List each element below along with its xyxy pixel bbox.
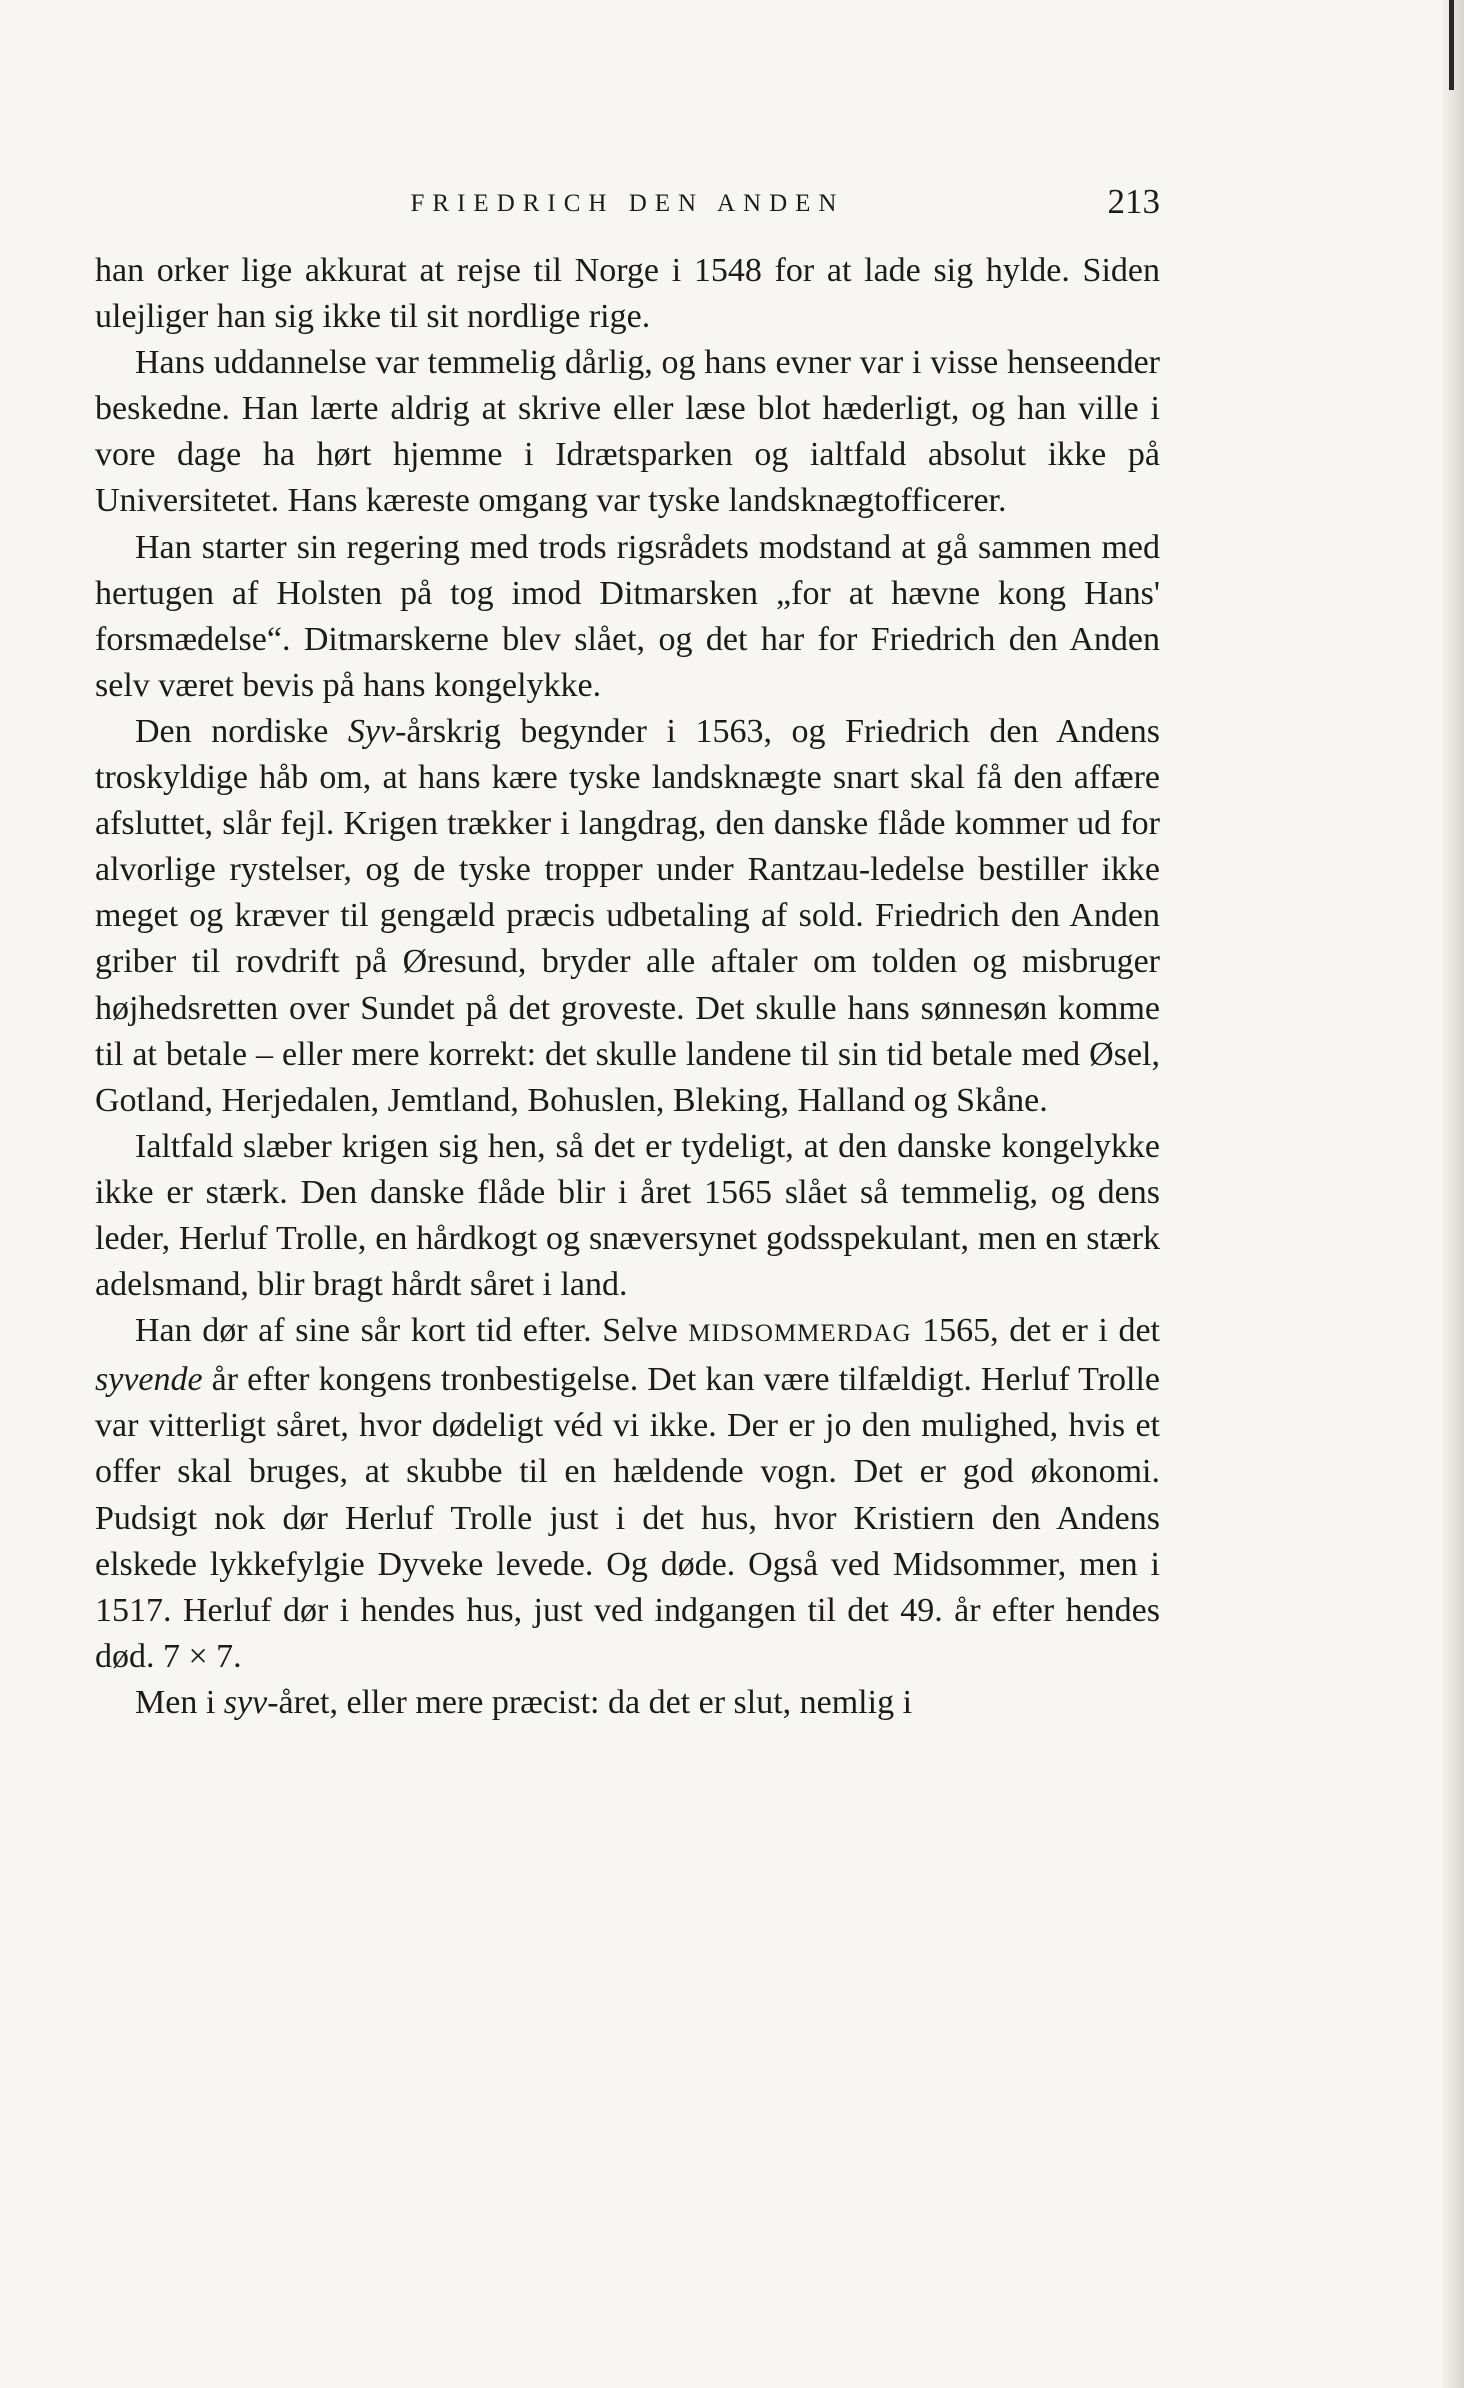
page-edge <box>1442 0 1464 2388</box>
paragraph-5: Ialtfald slæber krigen sig hen, så det er tydeligt, at den danske kongelykke ikke er stærk. Den danske flåde blir i året 1565 slået så temmelig, og dens leder, Herluf Trolle, en hårdkogt og snæversynet godsspekulant, men en stærk adelsmand, blir bragt hårdt såret i land. <box>95 1127 1160 1304</box>
page-number: 213 <box>1107 182 1160 221</box>
small-caps-word: MIDSOMMERDAG <box>688 1320 912 1348</box>
italic-word: Syv <box>347 712 396 750</box>
paragraph-7-text: Men i <box>135 1683 224 1721</box>
paragraph-4-text: Den nordiske <box>135 712 348 750</box>
paragraph-2: Hans uddannelse var temmelig dårlig, og hans evner var i visse henseender beskedne. Han lærte aldrig at skrive eller læse blot hæderligt, og han ville i vore dage ha hørt hjemme i Idrætsparken og ialtfald absolut ikke på Universitetet. Hans kæreste omgang var tyske landsknægtofficerer. <box>95 344 1160 520</box>
paragraph-6-text: år efter kongens tronbestigelse. Det kan være tilfældigt. Herluf Trolle var vitterligt såret, hvor dødeligt véd vi ikke. Der er jo den mulighed, hvis et offer skal bruges, at skubbe til en hældende vogn. Det er god økonomi. Pudsigt nok dør Herluf Trolle just i det hus, hvor Kristiern den Andens elskede lykkefylgie Dyveke levede. Og døde. Også ved Midsommer, men i 1517. Herluf dør i hendes hus, just ved indgangen til det 49. år efter hendes død. 7 × 7. <box>95 1361 1160 1675</box>
body-text <box>95 248 1160 1726</box>
paragraph-6 <box>95 1308 1160 1680</box>
italic-word: syvende <box>95 1361 203 1399</box>
paragraph-1: han orker lige akkurat at rejse til Norge i 1548 for at lade sig hylde. Siden ulejliger han sig ikke til sit nordlige rige. <box>95 252 1160 336</box>
page-header <box>95 182 1160 232</box>
paragraph-4 <box>95 709 1160 1124</box>
paragraph-6-text: 1565, det er i det <box>911 1312 1160 1350</box>
paragraph-3: Han starter sin regering med trods rigsrådets modstand at gå sammen med hertugen af Holsten på tog imod Ditmarsken „for at hævne kong Hans' forsmædelse“. Ditmarskerne blev slået, og det har for Friedrich den Anden selv været bevis på hans kongelykke. <box>95 528 1160 704</box>
paragraph-6-text: Han dør af sine sår kort tid efter. Selve <box>135 1312 689 1350</box>
paragraph-7 <box>95 1680 1160 1726</box>
binding-shadow <box>1449 0 1454 90</box>
italic-word: syv <box>223 1683 268 1721</box>
paragraph-4-text: -årskrig begynder i 1563, og Friedrich den Andens troskyldige håb om, at hans kære tyske landsknægte snart skal få den affære afsluttet, slår fejl. Krigen trækker i langdrag, den danske flåde kommer ud for alvorlige rystelser, og de tyske tropper under Rantzau-ledelse bestiller ikke meget og kræver til gengæld præcis udbetaling af sold. Friedrich den Anden griber til rovdrift på Øresund, bryder alle aftaler om tolden og misbruger højhedsretten over Sundet på det groveste. Det skulle hans sønnesøn komme til at betale – eller mere korrekt: det skulle landene til sin tid betale med Øsel, Gotland, Herjedalen, Jemtland, Bohuslen, Bleking, Halland og Skåne. <box>95 712 1160 1119</box>
running-title: FRIEDRICH DEN ANDEN <box>410 190 845 217</box>
paragraph-7-text: -året, eller mere præcist: da det er slut, nemlig i <box>267 1683 913 1721</box>
